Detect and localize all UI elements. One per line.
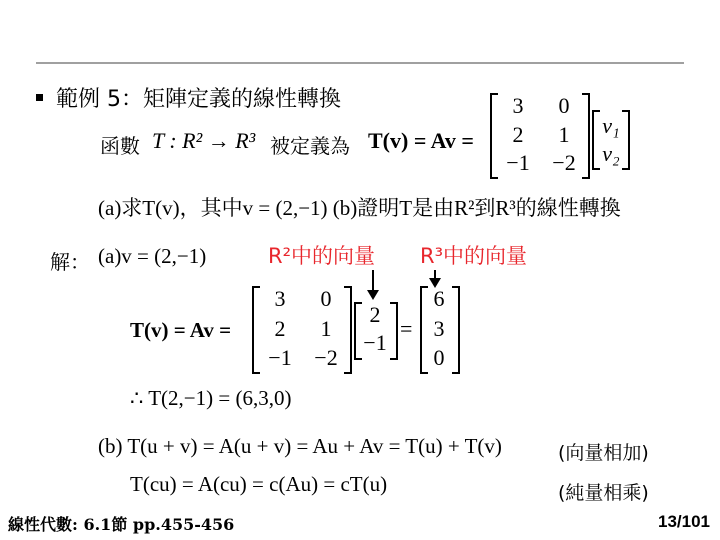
solution-part-a: (a)v = (2,−1) — [98, 244, 207, 268]
footer-course: 線性代數: 6.1節 pp.455-456 — [8, 515, 235, 534]
solution-equals: = — [400, 316, 413, 341]
annotation-right: R³中的向量 — [420, 244, 528, 268]
vector-cell: v₁ — [602, 113, 620, 138]
definition-prefix: 函數 — [100, 134, 140, 158]
matrix-cell: −1 — [268, 345, 292, 370]
question-text: (a)求T(v)，其中v = (2,−1) (b)證明T是由R²到R³的線性轉換 — [98, 196, 621, 220]
vector-cell: 6 — [433, 286, 445, 311]
matrix-cell: 3 — [274, 286, 286, 311]
arrow-down-icon — [434, 270, 436, 286]
matrix-cell: 2 — [274, 316, 286, 341]
vector-cell: 3 — [433, 316, 445, 341]
vector-cell: −1 — [363, 330, 387, 355]
matrix-cell: 0 — [320, 286, 332, 311]
definition-matrix-A — [490, 93, 590, 179]
solution-matrix-A — [252, 286, 352, 374]
solution-label: 解： — [50, 250, 90, 274]
solution-equation: T(v) = Av = — [130, 318, 232, 342]
bullet-icon — [36, 94, 43, 101]
page-number: 13/101 — [658, 512, 710, 531]
vector-cell: 0 — [433, 345, 445, 370]
slide-title: 範例 5：矩陣定義的線性轉換 — [56, 87, 341, 112]
header-rule — [36, 62, 684, 64]
note-vector-addition: (向量相加) — [558, 442, 649, 464]
definition-mapping: T : R² → R³ — [152, 128, 256, 153]
definition-equation: T(v) = Av = — [368, 128, 474, 153]
solution-therefore: ∴ T(2,−1) = (6,3,0) — [130, 386, 292, 410]
solution-part-b-line2: T(cu) = A(cu) = c(Au) = cT(u) — [130, 472, 388, 496]
vector-cell: v₂ — [602, 141, 620, 166]
annotation-left: R²中的向量 — [268, 244, 376, 268]
note-scalar-multiplication: (純量相乘) — [558, 482, 649, 504]
solution-vector-v — [354, 302, 398, 360]
vector-cell: 2 — [369, 302, 381, 327]
matrix-cell: −1 — [506, 150, 530, 175]
matrix-cell: 0 — [558, 93, 570, 118]
matrix-cell: 1 — [558, 122, 570, 147]
definition-vector-v — [592, 110, 630, 170]
solution-result-vector — [420, 286, 460, 374]
matrix-cell: −2 — [314, 345, 338, 370]
arrow-down-icon — [372, 270, 374, 298]
matrix-cell: 3 — [512, 93, 524, 118]
matrix-cell: −2 — [552, 150, 576, 175]
solution-part-b-line1: (b) T(u + v) = A(u + v) = Au + Av = T(u) + T(v) — [98, 434, 502, 458]
matrix-cell: 1 — [320, 316, 332, 341]
definition-middle: 被定義為 — [270, 134, 350, 158]
matrix-cell: 2 — [512, 122, 524, 147]
